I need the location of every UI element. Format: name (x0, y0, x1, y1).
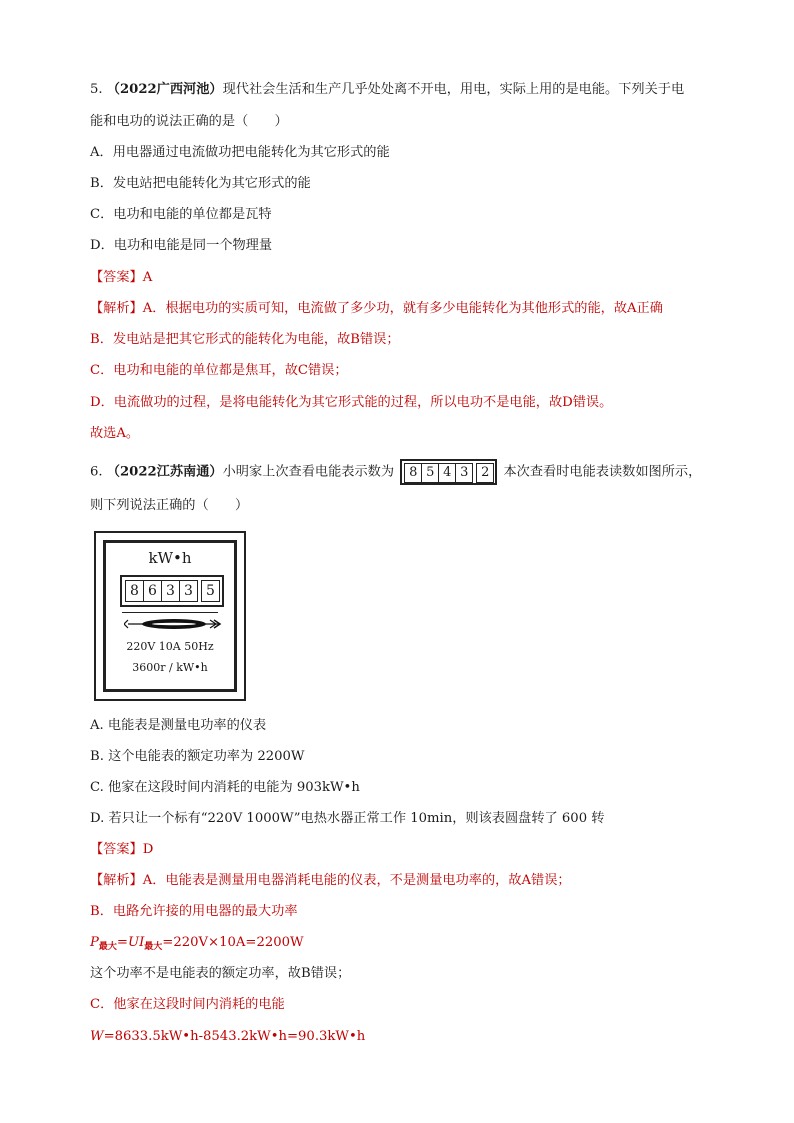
previous-reading-box (400, 459, 497, 485)
q6-analysis-text-a: A．电能表是测量用电器消耗电能的仪表，不是测量电功率的，故A错误； (142, 873, 571, 888)
meter-reading-box (120, 575, 224, 607)
q6-source: （2022江苏南通） (106, 464, 223, 480)
q6-stem-part2: 本次查看时电能表读数如图所示， (503, 464, 702, 480)
q5-analysis-text-a: A．根据电功的实质可知，电流做了多少功，就有多少电能转化为其他形式的能，故A正确 (142, 301, 663, 316)
formula-ui: UI (127, 935, 145, 950)
q5-analysis-d: D．电流做功的过程，是将电能转化为其它形式能的过程，所以电功不是电能，故D错误。 (90, 395, 613, 410)
q6-stem-line2: 则下列说法正确的（ ） (90, 498, 249, 513)
q6-answer-value: D (142, 842, 154, 857)
q5-answer (90, 268, 152, 288)
formula-rest: =220V×10A=2200W (162, 935, 304, 950)
meter-constant-label: 3600r / kW•h (132, 661, 208, 674)
prev-digit: 4 (438, 463, 456, 483)
q5-option-c: C．电功和电能的单位都是瓦特 (90, 207, 272, 222)
q6-answer-label: 【答案】 (90, 842, 143, 857)
q6-analysis-c: C．他家在这段时间内消耗的电能 (90, 997, 285, 1012)
meter-digit: 3 (161, 580, 180, 602)
q6-analysis-label: 【解析】 (90, 873, 143, 888)
electric-meter-figure (94, 531, 246, 701)
q5-answer-value: A (142, 270, 153, 285)
formula-c-rest: =8633.5kW•h-8543.2kW•h=90.3kW•h (103, 1029, 366, 1044)
q6-stem-line1 (90, 459, 701, 485)
formula-p: P (90, 935, 99, 950)
q5-analysis-b: B．发电站是把其它形式的能转化为电能，故B错误； (90, 332, 400, 347)
q5-number: 5. (90, 82, 107, 97)
meter-digit: 6 (143, 580, 162, 602)
meter-unit-label: kW•h (148, 549, 192, 567)
q5-stem-line1 (90, 80, 684, 100)
formula-p-sub: 最大 (98, 942, 117, 952)
q5-source: （2022广西河池） (106, 82, 223, 97)
formula-w: W (90, 1029, 104, 1044)
q5-option-b: B．发电站把电能转化为其它形式的能 (90, 176, 311, 191)
q6-analysis-b2: 这个功率不是电能表的额定功率，故B错误； (90, 966, 351, 981)
formula-ui-sub: 最大 (144, 942, 163, 952)
q6-analysis-a (90, 871, 571, 891)
meter-digit: 3 (179, 580, 198, 602)
meter-rating-label: 220V 10A 50Hz (126, 640, 214, 653)
q5-option-d: D．电功和电能是同一个物理量 (90, 238, 273, 253)
q5-answer-label: 【答案】 (90, 270, 143, 285)
q6-option-b: B. 这个电能表的额定功率为 2200W (90, 749, 305, 764)
q6-option-a: A. 电能表是测量电功率的仪表 (90, 718, 267, 733)
q6-formula-b (90, 933, 304, 957)
q5-analysis-a (90, 299, 663, 319)
q5-analysis-label: 【解析】 (90, 301, 143, 316)
q6-option-c: C. 他家在这段时间内消耗的电能为 903kW•h (90, 780, 360, 795)
rotating-disk-icon (124, 613, 224, 635)
q5-stem-text: 现代社会生活和生产几乎处处离不开电，用电，实际上用的是电能。下列关于电 (222, 82, 685, 97)
prev-digit: 5 (421, 463, 439, 483)
meter-digit: 8 (125, 580, 144, 602)
q6-option-d: D. 若只让一个标有“220V 1000W”电热水器正常工作 10min，则该表圆盘转了 600 转 (90, 811, 605, 826)
prev-digit-decimal: 2 (476, 463, 494, 483)
q5-conclusion: 故选A。 (90, 426, 140, 441)
meter-digit-decimal: 5 (201, 580, 220, 602)
q5-option-a: A．用电器通过电流做功把电能转化为其它形式的能 (90, 145, 390, 160)
prev-digit: 8 (404, 463, 422, 483)
q5-stem-line2: 能和电功的说法正确的是（ ） (90, 114, 288, 129)
q6-number: 6. (90, 464, 107, 480)
q6-formula-c (90, 1027, 365, 1047)
formula-eq: = (116, 935, 128, 950)
meter-panel (103, 540, 237, 692)
prev-digit: 3 (455, 463, 473, 483)
q6-answer (90, 840, 153, 860)
q6-stem-part1: 小明家上次查看电能表示数为 (222, 464, 395, 480)
q5-analysis-c: C．电功和电能的单位都是焦耳，故C错误； (90, 363, 348, 378)
q6-analysis-b: B．电路允许接的用电器的最大功率 (90, 904, 298, 919)
